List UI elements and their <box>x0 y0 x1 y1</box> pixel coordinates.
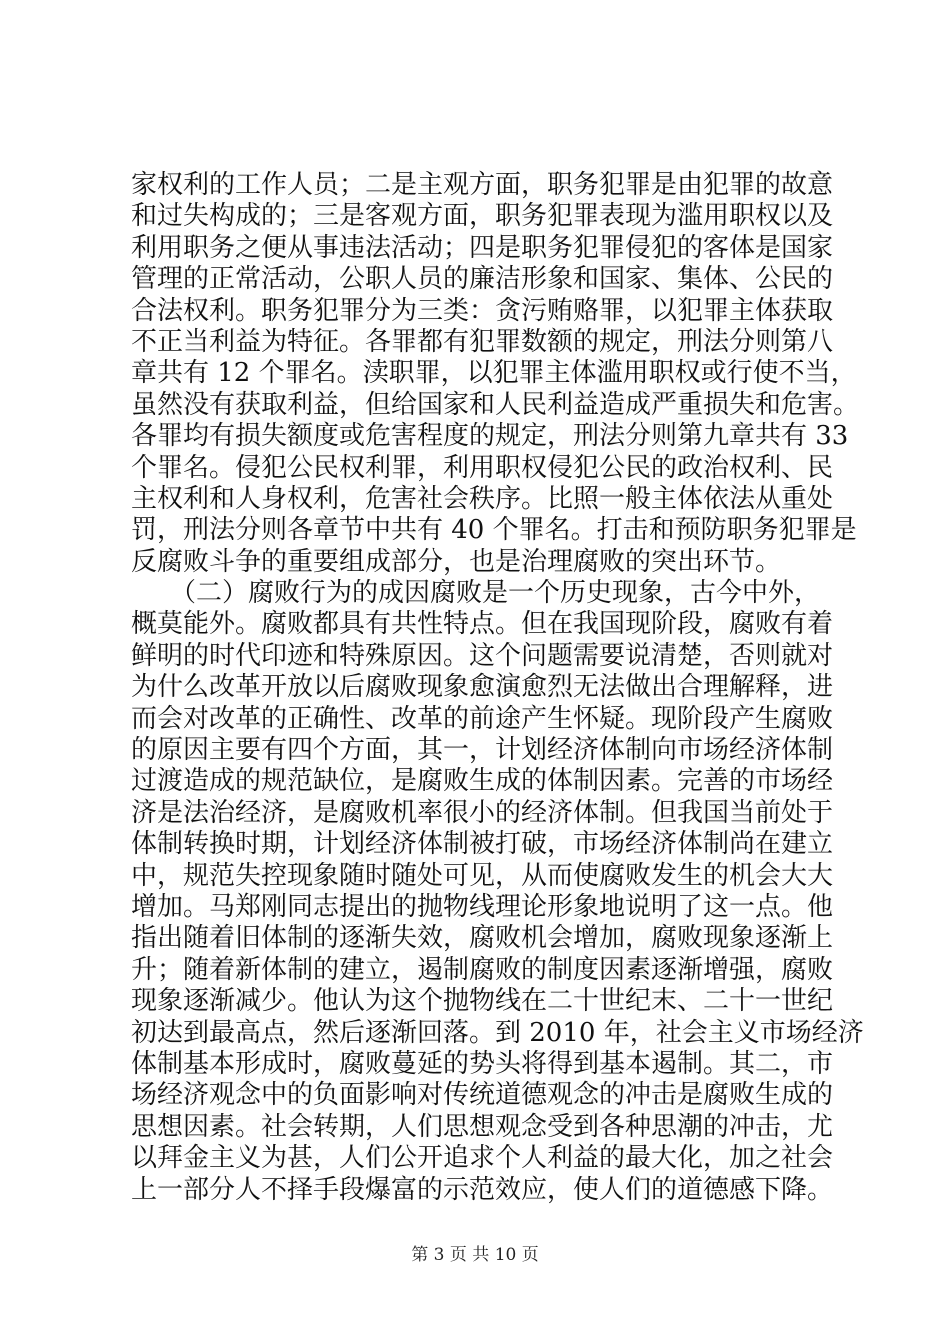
text-line: 利用职务之便从事违法活动；四是职务犯罪侵犯的客体是国家 <box>131 232 834 263</box>
body-text <box>131 170 864 1206</box>
text-line: （二）腐败行为的成因腐败是一个历史现象，古今中外， <box>131 578 821 609</box>
text-line: 体制基本形成时，腐败蔓延的势头将得到基本遏制。其二，市 <box>131 1048 834 1079</box>
text-line: 体制转换时期，计划经济体制被打破，市场经济体制尚在建立 <box>131 829 834 860</box>
page-footer: 第 3 页 共 10 页 <box>411 1245 539 1265</box>
text-line: 主权利和人身权利，危害社会秩序。比照一般主体依法从重处 <box>131 483 834 514</box>
text-line: 以拜金主义为甚，人们公开追求个人利益的最大化，加之社会 <box>131 1143 834 1174</box>
text-line: 管理的正常活动，公职人员的廉洁形象和国家、集体、公民的 <box>131 264 834 295</box>
text-line: 中，规范失控现象随时随处可见，从而使腐败发生的机会大大 <box>131 860 834 891</box>
text-line: 初达到最高点，然后逐渐回落。到 2010 年，社会主义市场经济 <box>131 1017 864 1048</box>
text-line: 概莫能外。腐败都具有共性特点。但在我国现阶段，腐败有着 <box>131 609 834 640</box>
text-line: 章共有 12 个罪名。渎职罪，以犯罪主体滥用职权或行使不当， <box>131 358 857 389</box>
text-line: 个罪名。侵犯公民权利罪，利用职权侵犯公民的政治权利、民 <box>131 452 834 483</box>
text-line: 为什么改革开放以后腐败现象愈演愈烈无法做出合理解释，进 <box>131 672 834 703</box>
text-line: 反腐败斗争的重要组成部分，也是治理腐败的突出环节。 <box>131 546 782 577</box>
text-line: 鲜明的时代印迹和特殊原因。这个问题需要说清楚，否则就对 <box>131 640 834 671</box>
text-line: 各罪均有损失额度或危害程度的规定，刑法分则第九章共有 33 <box>131 421 849 452</box>
text-line: 升；随着新体制的建立，遏制腐败的制度因素逐渐增强，腐败 <box>131 954 834 985</box>
text-line: 指出随着旧体制的逐渐失效，腐败机会增加，腐败现象逐渐上 <box>131 923 834 954</box>
text-line: 的原因主要有四个方面，其一，计划经济体制向市场经济体制 <box>131 735 834 766</box>
text-line: 和过失构成的；三是客观方面，职务犯罪表现为滥用职权以及 <box>131 201 834 232</box>
text-line: 场经济观念中的负面影响对传统道德观念的冲击是腐败生成的 <box>131 1080 834 1111</box>
text-line: 罚，刑法分则各章节中共有 40 个罪名。打击和预防职务犯罪是 <box>131 515 857 546</box>
text-line: 现象逐渐减少。他认为这个抛物线在二十世纪末、二十一世纪 <box>131 986 834 1017</box>
text-line: 不正当利益为特征。各罪都有犯罪数额的规定，刑法分则第八 <box>131 326 834 357</box>
text-line: 上一部分人不择手段爆富的示范效应，使人们的道德感下降。 <box>131 1174 834 1205</box>
text-line: 过渡造成的规范缺位，是腐败生成的体制因素。完善的市场经 <box>131 766 834 797</box>
text-line: 思想因素。社会转期，人们思想观念受到各种思潮的冲击，尤 <box>131 1111 834 1142</box>
text-line: 而会对改革的正确性、改革的前途产生怀疑。现阶段产生腐败 <box>131 703 834 734</box>
text-line: 合法权利。职务犯罪分为三类：贪污贿赂罪，以犯罪主体获取 <box>131 295 834 326</box>
text-line: 增加。马郑刚同志提出的抛物线理论形象地说明了这一点。他 <box>131 891 834 922</box>
text-line: 虽然没有获取利益，但给国家和人民利益造成严重损失和危害。 <box>131 389 860 420</box>
text-line: 家权利的工作人员；二是主观方面，职务犯罪是由犯罪的故意 <box>131 170 834 200</box>
text-line: 济是法治经济，是腐败机率很小的经济体制。但我国当前处于 <box>131 797 834 828</box>
